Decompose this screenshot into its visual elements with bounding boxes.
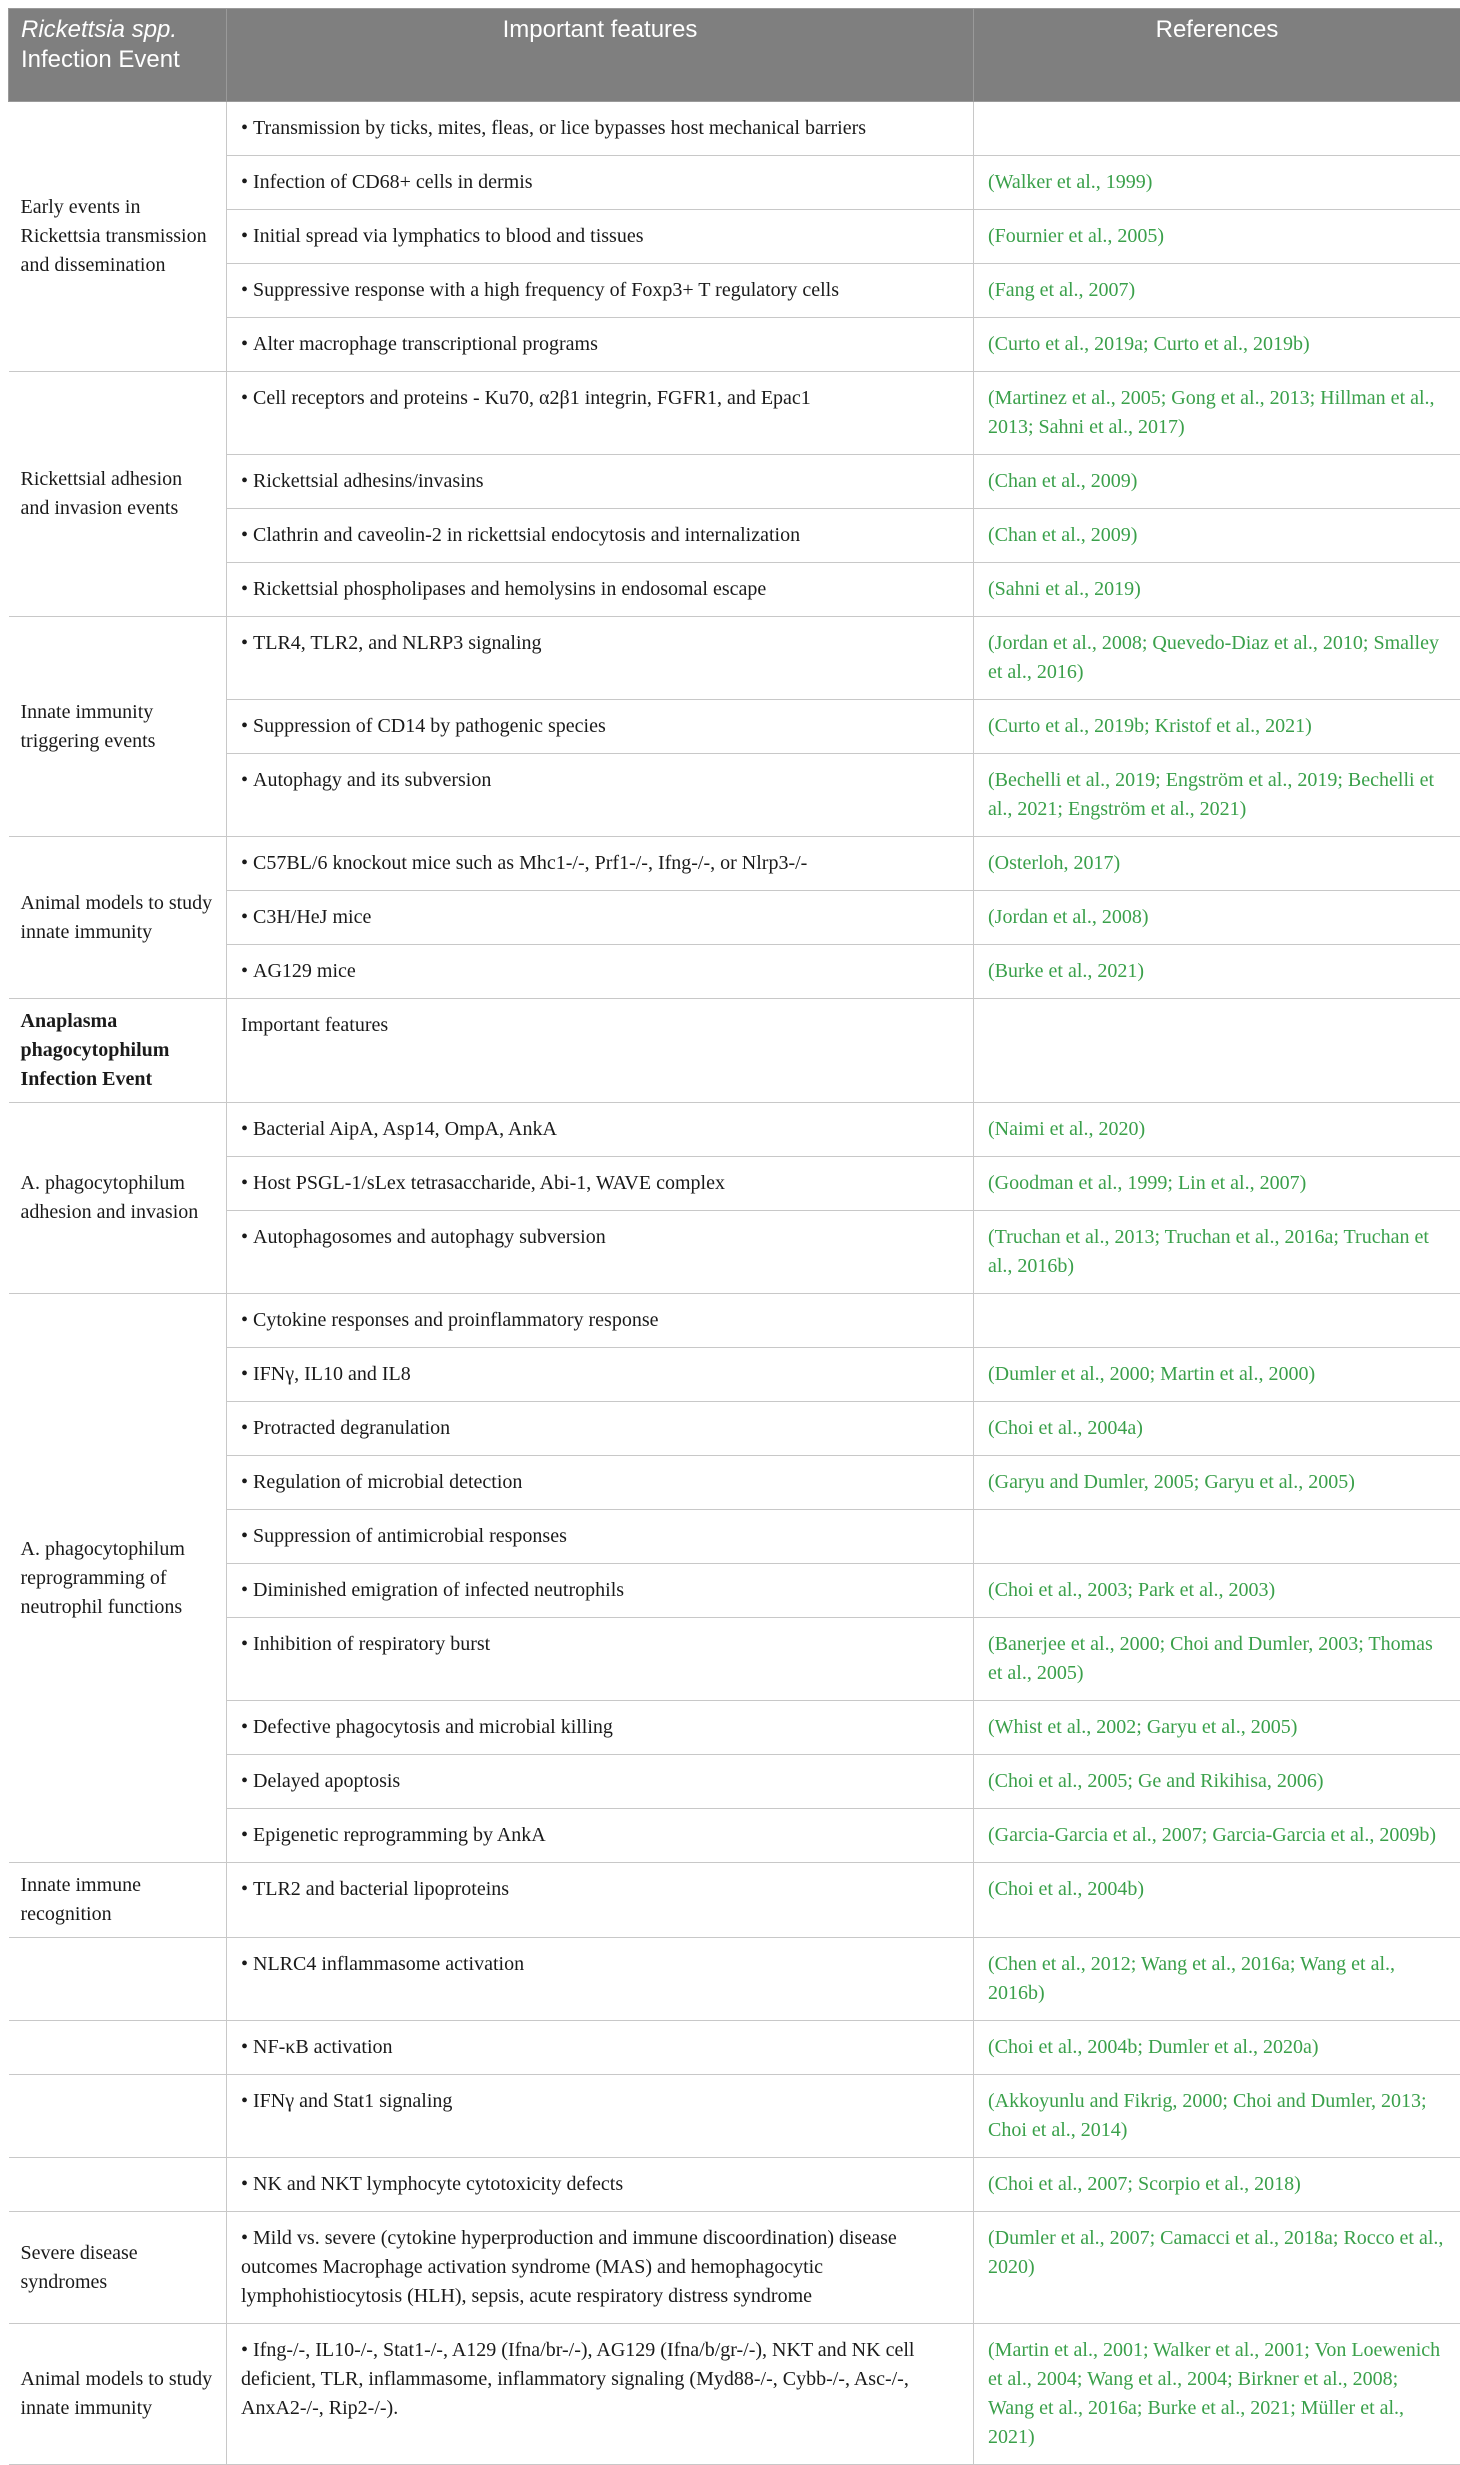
reference-cell: (Walker et al., 1999): [974, 156, 1460, 210]
reference-cell: (Jordan et al., 2008): [974, 891, 1460, 945]
reference-cell: (Whist et al., 2002; Garyu et al., 2005): [974, 1701, 1460, 1755]
feature-text: • Suppression of antimicrobial responses: [241, 1525, 567, 1547]
infection-event-cell: A. phagocytophilum reprogramming of neutrophil functions: [9, 1294, 227, 1863]
table-row: [9, 1510, 1460, 1564]
feature-cell: [227, 945, 974, 999]
feature-text: • Diminished emigration of infected neutrophils: [241, 1579, 624, 1601]
feature-text: • IFNγ, IL10 and IL8: [241, 1363, 411, 1385]
infection-event-cell: Animal models to study innate immunity: [9, 2324, 227, 2465]
feature-text: • C57BL/6 knockout mice such as Mhc1-/-, Prf1-/-, Ifng-/-, or Nlrp3-/-: [241, 852, 807, 874]
table-row: [9, 455, 1460, 509]
feature-cell: [227, 1294, 974, 1348]
feature-text: • NLRC4 inflammasome activation: [241, 1953, 524, 1975]
table-row: [9, 2324, 1460, 2465]
table-row: [9, 156, 1460, 210]
feature-text: • NK and NKT lymphocyte cytotoxicity defects: [241, 2173, 623, 2195]
feature-cell: [227, 102, 974, 156]
infection-event-cell: [9, 2158, 227, 2212]
table-row: [9, 891, 1460, 945]
reference-cell: (Truchan et al., 2013; Truchan et al., 2016a; Truchan et al., 2016b): [974, 1211, 1460, 1294]
header-col1-line1: Rickettsia spp.: [21, 16, 177, 43]
reference-cell: (Chen et al., 2012; Wang et al., 2016a; Wang et al., 2016b): [974, 1938, 1460, 2021]
feature-text: • Protracted degranulation: [241, 1417, 450, 1439]
table-row: [9, 945, 1460, 999]
header-col1-line2: Infection Event: [21, 46, 180, 73]
reference-cell: (Bechelli et al., 2019; Engström et al., 2019; Bechelli et al., 2021; Engström et al., 2021): [974, 754, 1460, 837]
table-row: [9, 2021, 1460, 2075]
feature-text: • C3H/HeJ mice: [241, 906, 371, 928]
feature-cell: [227, 2212, 974, 2324]
reference-cell: (Curto et al., 2019a; Curto et al., 2019b): [974, 318, 1460, 372]
feature-text: • Transmission by ticks, mites, fleas, or lice bypasses host mechanical barriers: [241, 117, 866, 139]
feature-text: • Bacterial AipA, Asp14, OmpA, AnkA: [241, 1118, 557, 1140]
feature-text: • Defective phagocytosis and microbial killing: [241, 1716, 613, 1738]
reference-cell: (Chan et al., 2009): [974, 509, 1460, 563]
feature-cell: [227, 563, 974, 617]
feature-text: • Alter macrophage transcriptional programs: [241, 333, 598, 355]
table-row: [9, 1348, 1460, 1402]
table-row: [9, 563, 1460, 617]
reference-cell: (Curto et al., 2019b; Kristof et al., 2021): [974, 700, 1460, 754]
table-row: [9, 2212, 1460, 2324]
table-row: [9, 1157, 1460, 1211]
table-row: [9, 1402, 1460, 1456]
feature-cell: [227, 455, 974, 509]
feature-text: • Inhibition of respiratory burst: [241, 1633, 490, 1655]
feature-cell: [227, 1211, 974, 1294]
infection-event-cell: [9, 1938, 227, 2021]
table-row: [9, 837, 1460, 891]
feature-cell: [227, 509, 974, 563]
feature-cell: [227, 1863, 974, 1938]
feature-cell: [227, 372, 974, 455]
feature-cell: [227, 210, 974, 264]
reference-cell: [974, 1294, 1460, 1348]
table-row: [9, 754, 1460, 837]
feature-cell: [227, 1564, 974, 1618]
reference-cell: (Banerjee et al., 2000; Choi and Dumler, 2003; Thomas et al., 2005): [974, 1618, 1460, 1701]
feature-text: • AG129 mice: [241, 960, 356, 982]
header-infection-event: [9, 9, 227, 102]
reference-cell: (Choi et al., 2005; Ge and Rikihisa, 2006): [974, 1755, 1460, 1809]
reference-cell: (Garyu and Dumler, 2005; Garyu et al., 2005): [974, 1456, 1460, 1510]
reference-cell: (Fournier et al., 2005): [974, 210, 1460, 264]
feature-cell: [227, 2075, 974, 2158]
feature-cell: [227, 1938, 974, 2021]
reference-cell: (Osterloh, 2017): [974, 837, 1460, 891]
reference-cell: (Choi et al., 2004b): [974, 1863, 1460, 1938]
reference-cell: (Dumler et al., 2007; Camacci et al., 2018a; Rocco et al., 2020): [974, 2212, 1460, 2324]
reference-cell: (Choi et al., 2004b; Dumler et al., 2020a): [974, 2021, 1460, 2075]
feature-text: • Suppressive response with a high frequency of Foxp3+ T regulatory cells: [241, 279, 839, 301]
feature-text: • Autophagosomes and autophagy subversion: [241, 1226, 606, 1248]
table-header-row: [9, 9, 1460, 102]
table-row: [9, 1938, 1460, 2021]
feature-cell: [227, 617, 974, 700]
feature-text: • Initial spread via lymphatics to blood and tissues: [241, 225, 644, 247]
table-body: [9, 102, 1460, 2465]
table-row: [9, 2075, 1460, 2158]
reference-cell: (Martinez et al., 2005; Gong et al., 2013; Hillman et al., 2013; Sahni et al., 2017): [974, 372, 1460, 455]
feature-text: • Clathrin and caveolin-2 in rickettsial endocytosis and internalization: [241, 524, 800, 546]
table-row: [9, 264, 1460, 318]
table-row: [9, 509, 1460, 563]
feature-text: • Ifng-/-, IL10-/-, Stat1-/-, A129 (Ifna/br-/-), AG129 (Ifna/b/gr-/-), NKT and NK cell deficient, TLR, inflammasome, inflammatory signaling (Myd88-/-, Cybb-/-, Asc-/-, AnxA2-/-, Rip2-/-).: [241, 2339, 914, 2419]
features-table: [8, 8, 1460, 2465]
feature-cell: [227, 1456, 974, 1510]
infection-event-cell: Innate immune recognition: [9, 1863, 227, 1938]
feature-cell: [227, 1755, 974, 1809]
feature-text: • Epigenetic reprogramming by AnkA: [241, 1824, 546, 1846]
feature-cell: [227, 1701, 974, 1755]
reference-cell: (Chan et al., 2009): [974, 455, 1460, 509]
reference-cell: [974, 102, 1460, 156]
table-row: [9, 1564, 1460, 1618]
table-row: [9, 1456, 1460, 1510]
reference-cell: (Choi et al., 2004a): [974, 1402, 1460, 1456]
infection-event-cell: [9, 2021, 227, 2075]
table-row: [9, 1294, 1460, 1348]
feature-text: • Cytokine responses and proinflammatory response: [241, 1309, 658, 1331]
feature-cell: [227, 264, 974, 318]
feature-text: • Rickettsial adhesins/invasins: [241, 470, 484, 492]
reference-cell: (Martin et al., 2001; Walker et al., 2001; Von Loewenich et al., 2004; Wang et al., 2004; Birkner et al., 2008; Wang et al., 2016a; Burke et al., 2021; Müller et al., 2021): [974, 2324, 1460, 2465]
table-row: [9, 1701, 1460, 1755]
feature-text: • Infection of CD68+ cells in dermis: [241, 171, 533, 193]
feature-cell: [227, 1157, 974, 1211]
reference-cell: (Garcia-Garcia et al., 2007; Garcia-Garcia et al., 2009b): [974, 1809, 1460, 1863]
feature-cell: [227, 754, 974, 837]
feature-text: • Mild vs. severe (cytokine hyperproduction and immune discoordination) disease outcomes Macrophage activation syndrome (MAS) and hemophagocytic lymphohistiocytosis (HLH), sepsis, acute respiratory distress syndrome: [241, 2227, 897, 2307]
infection-event-cell: Innate immunity triggering events: [9, 617, 227, 837]
reference-cell: (Goodman et al., 1999; Lin et al., 2007): [974, 1157, 1460, 1211]
table-row: [9, 700, 1460, 754]
table-row: [9, 2158, 1460, 2212]
reference-cell: (Fang et al., 2007): [974, 264, 1460, 318]
reference-cell: (Burke et al., 2021): [974, 945, 1460, 999]
subheader-infection-event: Anaplasma phagocytophilum Infection Event: [9, 999, 227, 1103]
feature-text: • Autophagy and its subversion: [241, 769, 491, 791]
feature-cell: [227, 318, 974, 372]
infection-event-cell: [9, 2075, 227, 2158]
reference-cell: (Dumler et al., 2000; Martin et al., 2000): [974, 1348, 1460, 1402]
feature-cell: [227, 2021, 974, 2075]
infection-event-cell: Animal models to study innate immunity: [9, 837, 227, 999]
feature-cell: [227, 891, 974, 945]
table-row: [9, 1211, 1460, 1294]
infection-event-cell: A. phagocytophilum adhesion and invasion: [9, 1103, 227, 1294]
feature-cell: [227, 837, 974, 891]
reference-cell: (Choi et al., 2007; Scorpio et al., 2018): [974, 2158, 1460, 2212]
subheader-references-empty: [974, 999, 1460, 1103]
reference-cell: [974, 1510, 1460, 1564]
anaplasma-subheader-row: [9, 999, 1460, 1103]
feature-text: • Rickettsial phospholipases and hemolysins in endosomal escape: [241, 578, 766, 600]
feature-cell: [227, 1103, 974, 1157]
table-row: [9, 1809, 1460, 1863]
reference-cell: (Naimi et al., 2020): [974, 1103, 1460, 1157]
reference-cell: (Sahni et al., 2019): [974, 563, 1460, 617]
feature-cell: [227, 1348, 974, 1402]
table-row: [9, 318, 1460, 372]
feature-cell: [227, 1618, 974, 1701]
reference-cell: (Akkoyunlu and Fikrig, 2000; Choi and Dumler, 2013; Choi et al., 2014): [974, 2075, 1460, 2158]
feature-text: • Delayed apoptosis: [241, 1770, 400, 1792]
feature-text: • Suppression of CD14 by pathogenic species: [241, 715, 606, 737]
table-row: [9, 1863, 1460, 1938]
feature-text: • TLR2 and bacterial lipoproteins: [241, 1878, 509, 1900]
reference-cell: (Choi et al., 2003; Park et al., 2003): [974, 1564, 1460, 1618]
feature-text: • NF-κB activation: [241, 2036, 393, 2058]
feature-text: • Cell receptors and proteins - Ku70, α2β1 integrin, FGFR1, and Epac1: [241, 387, 811, 409]
feature-text: • Host PSGL-1/sLex tetrasaccharide, Abi-1, WAVE complex: [241, 1172, 725, 1194]
table-row: [9, 1618, 1460, 1701]
feature-text: • TLR4, TLR2, and NLRP3 signaling: [241, 632, 542, 654]
table-row: [9, 210, 1460, 264]
table-row: [9, 617, 1460, 700]
header-references: References: [974, 9, 1460, 102]
feature-text: • IFNγ and Stat1 signaling: [241, 2090, 452, 2112]
feature-cell: [227, 700, 974, 754]
subheader-important-features: Important features: [227, 999, 974, 1103]
table-row: [9, 1103, 1460, 1157]
feature-text: • Regulation of microbial detection: [241, 1471, 522, 1493]
infection-event-cell: Rickettsial adhesion and invasion events: [9, 372, 227, 617]
infection-event-cell: Severe disease syndromes: [9, 2212, 227, 2324]
feature-cell: [227, 1510, 974, 1564]
table-row: [9, 1755, 1460, 1809]
table-row: [9, 102, 1460, 156]
reference-cell: (Jordan et al., 2008; Quevedo-Diaz et al., 2010; Smalley et al., 2016): [974, 617, 1460, 700]
feature-cell: [227, 2324, 974, 2465]
feature-cell: [227, 1402, 974, 1456]
infection-event-cell: Early events in Rickettsia transmission and dissemination: [9, 102, 227, 372]
table-row: [9, 372, 1460, 455]
feature-cell: [227, 2158, 974, 2212]
feature-cell: [227, 1809, 974, 1863]
feature-cell: [227, 156, 974, 210]
header-important-features: Important features: [227, 9, 974, 102]
